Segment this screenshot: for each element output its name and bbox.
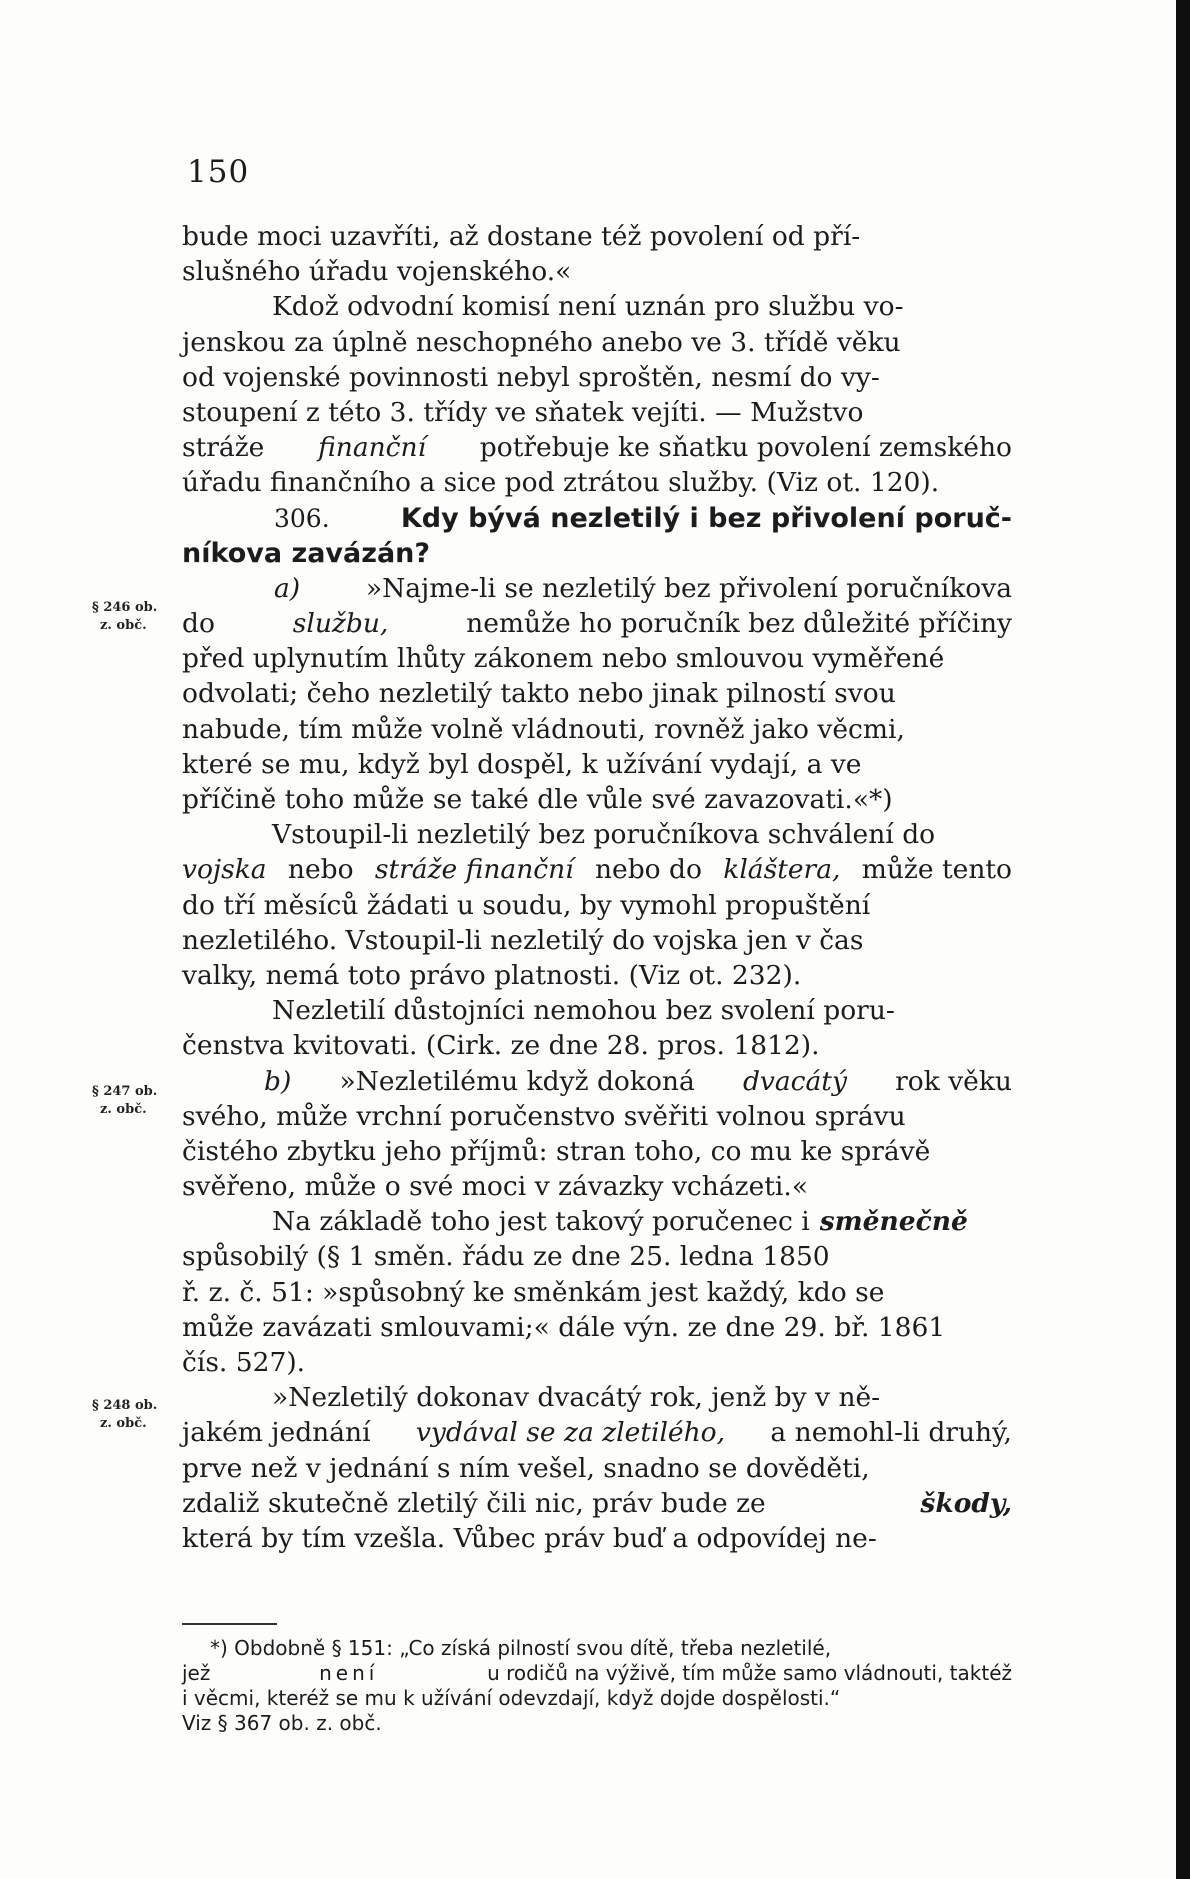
- question-title: níkova zavázán?: [182, 537, 431, 569]
- text-run: nebo: [287, 854, 354, 886]
- text-line: [182, 817, 1012, 852]
- text-line: [182, 641, 1012, 676]
- text-line: [182, 606, 1012, 641]
- footnote-line: [182, 1636, 1012, 1661]
- text-line: [182, 219, 1012, 254]
- text-line: [182, 782, 1012, 817]
- item-marker: b): [264, 1065, 292, 1097]
- question-title: Kdy bývá nezletilý i bez přivolení poruč-: [400, 502, 1012, 534]
- text-line: [182, 289, 1012, 324]
- text-line: [182, 395, 1012, 430]
- text-line: [182, 1204, 1012, 1239]
- text-line: [182, 465, 1012, 500]
- text-run: která by tím vzešla. Vůbec práv buď a odpovídej ne-: [182, 1522, 877, 1554]
- text-run: čís. 527).: [182, 1347, 306, 1378]
- text-run: které se mu, když byl dospěl, k užívání vydají, a ve: [182, 748, 862, 780]
- text-run: může zavázati smlouvami;« dále výn. ze dne 29. bř. 1861: [182, 1311, 946, 1343]
- margin-note: z. obč.: [100, 618, 147, 633]
- text-line: [182, 747, 1012, 782]
- text-run: příčině toho může se také dle vůle své zavazovati.«*): [182, 784, 893, 815]
- item-marker: a): [274, 572, 301, 604]
- text-run: může tento: [861, 854, 1012, 886]
- text-run: nemůže ho poručník bez důležité příčiny: [466, 608, 1012, 640]
- text-run: nabude, tím může volně vládnouti, rovněž jako věcmi,: [182, 713, 905, 745]
- text-run: jakém jednání: [182, 1417, 371, 1449]
- text-run: spůsobilý (§ 1 směn. řádu ze dne 25. ledna 1850: [182, 1241, 830, 1273]
- page-number: 150: [187, 154, 250, 190]
- text-line: [182, 1028, 1012, 1063]
- italic-run: kláštera,: [723, 854, 841, 886]
- footnote: [182, 1636, 1012, 1736]
- text-line: [182, 958, 1012, 993]
- text-run: ř. z. č. 51: »spůsobný ke směnkám jest každý, kdo se: [182, 1276, 885, 1308]
- margin-note: z. obč.: [100, 1416, 147, 1431]
- text-line: [182, 1345, 1012, 1380]
- text-run: Nezletilí důstojníci nemohou bez svolení poru-: [272, 995, 895, 1027]
- text-line: [182, 676, 1012, 711]
- text-run: svěřeno, může o své moci v závazky vcházeti.«: [182, 1171, 809, 1203]
- text-line: [182, 1239, 1012, 1274]
- italic-run: vojska: [182, 854, 267, 886]
- italic-run: škody,: [920, 1487, 1012, 1519]
- text-run: čistého zbytku jeho příjmů: stran toho, co mu ke správě: [182, 1135, 931, 1167]
- text-run: stráže: [182, 432, 265, 464]
- text-line: [182, 1099, 1012, 1134]
- text-line: [182, 1134, 1012, 1169]
- text-run: do: [182, 608, 215, 640]
- text-run: odvolati; čeho nezletilý takto nebo jinak pilností svou: [182, 678, 896, 710]
- text-line: [182, 254, 1012, 289]
- footnote-line: [182, 1661, 1012, 1686]
- text-run: »Najme-li se nezletilý bez přivolení poručníkova: [365, 572, 1012, 604]
- margin-note: § 247 ob.: [92, 1084, 158, 1099]
- text-run: stoupení z této 3. třídy ve sňatek vejíti. — Mužstvo: [182, 396, 864, 428]
- text-run: a nemohl-li druhý,: [770, 1417, 1012, 1449]
- text-run: Kdož odvodní komisí není uznán pro službu vo-: [272, 291, 904, 323]
- italic-run: vydával se za zletilého,: [415, 1417, 726, 1449]
- margin-note: § 248 ob.: [92, 1398, 158, 1413]
- text-run: do tří měsíců žádati u soudu, by vymohl propuštění: [182, 889, 871, 921]
- italic-run: směnečně: [819, 1206, 968, 1238]
- text-line: [182, 325, 1012, 360]
- text-run: potřebuje ke sňatku povolení zemského: [479, 432, 1012, 464]
- text-line: [182, 923, 1012, 958]
- text-line: [182, 993, 1012, 1028]
- scan-edge: [1176, 0, 1190, 1879]
- text-line: [182, 1486, 1012, 1521]
- text-line: [182, 1380, 1012, 1415]
- question-number: 306.: [274, 503, 330, 533]
- question-heading-cont: [182, 536, 1012, 571]
- text-run: »Nezletilému když dokoná: [339, 1065, 695, 1097]
- margin-note: z. obč.: [100, 1102, 147, 1117]
- text-run: valky, nemá toto právo platnosti. (Viz ot. 232).: [182, 959, 802, 991]
- text-run: rok věku: [895, 1065, 1012, 1097]
- italic-run: službu,: [292, 608, 389, 640]
- footnote-rule: [182, 1623, 277, 1625]
- spaced-run: není: [319, 1661, 379, 1685]
- text-line: [182, 1064, 1012, 1099]
- text-run: »Nezletilý dokonav dvacátý rok, jenž by v ně-: [272, 1382, 881, 1414]
- footnote-line: [182, 1686, 1012, 1711]
- text-run: bude moci uzavříti, až dostane též povolení od pří-: [182, 221, 861, 252]
- text-run: slušného úřadu vojenského.«: [182, 256, 572, 288]
- text-line: [182, 1275, 1012, 1310]
- question-heading: [182, 501, 1012, 536]
- text-run: svého, může vrchní poručenstvo svěřiti volnou správu: [182, 1100, 906, 1132]
- italic-run: finanční: [318, 432, 427, 464]
- text-line: [182, 1521, 1012, 1556]
- footnote-line: [182, 1711, 1012, 1736]
- text-run: od vojenské povinnosti nebyl sproštěn, nesmí do vy-: [182, 361, 880, 393]
- text-line: [182, 430, 1012, 465]
- text-run: úřadu finančního a sice pod ztrátou služby. (Viz ot. 120).: [182, 467, 940, 499]
- text-line: [182, 571, 1012, 606]
- text-run: Na základě toho jest takový poručenec i: [272, 1206, 810, 1238]
- margin-note: § 246 ob.: [92, 600, 158, 615]
- italic-run: stráže finanční: [374, 854, 574, 886]
- text-run: čenstva kvitovati. (Cirk. ze dne 28. pros. 1812).: [182, 1030, 820, 1062]
- text-line: [182, 1415, 1012, 1450]
- text-run: jenskou za úplně neschopného anebo ve 3. třídě věku: [182, 326, 901, 358]
- text-run: před uplynutím lhůty zákonem nebo smlouvou vyměřené: [182, 643, 945, 675]
- text-run: Viz § 367 ob. z. obč.: [182, 1711, 382, 1735]
- text-line: [182, 1451, 1012, 1486]
- text-run: prve než v jednání s ním vešel, snadno se dověděti,: [182, 1452, 870, 1484]
- text-run: i věcmi, kteréž se mu k užívání odevzdají, když dojde dospělosti.“: [182, 1686, 841, 1710]
- text-line: [182, 1310, 1012, 1345]
- text-run: jež: [182, 1661, 211, 1685]
- body-text: [182, 219, 1012, 1556]
- text-run: Vstoupil-li nezletilý bez poručníkova schválení do: [272, 819, 936, 851]
- text-line: [182, 712, 1012, 747]
- text-run: nezletilého. Vstoupil-li nezletilý do vojska jen v čas: [182, 924, 864, 956]
- text-line: [182, 888, 1012, 923]
- text-line: [182, 852, 1012, 887]
- text-run: zdaliž skutečně zletilý čili nic, práv bude ze: [182, 1487, 766, 1519]
- text-line: [182, 360, 1012, 395]
- text-line: [182, 1169, 1012, 1204]
- text-run: *) Obdobně § 151: „Co získá pilností svou dítě, třeba nezletilé,: [210, 1636, 832, 1660]
- text-run: nebo do: [594, 854, 702, 886]
- italic-run: dvacátý: [742, 1065, 847, 1097]
- text-run: u rodičů na výživě, tím může samo vládnouti, taktéž: [487, 1661, 1012, 1685]
